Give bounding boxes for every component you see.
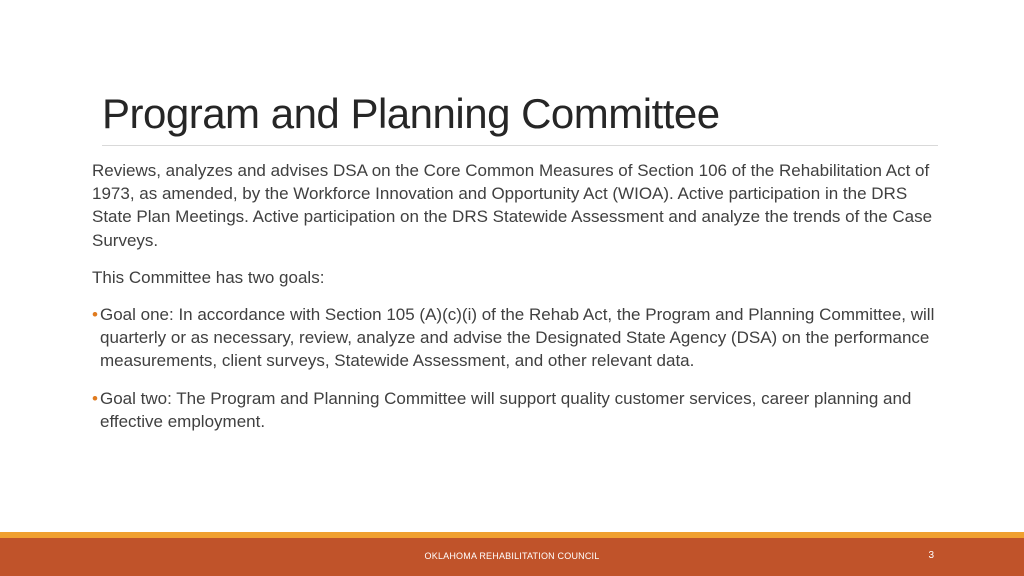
footer-bar bbox=[0, 538, 1024, 576]
slide-title: Program and Planning Committee bbox=[102, 90, 720, 137]
slide-body bbox=[92, 159, 942, 447]
goal-two-text: Goal two: The Program and Planning Committee will support quality customer services, career planning and effective employment. bbox=[100, 388, 912, 431]
goal-two-bullet bbox=[92, 387, 942, 433]
intro-paragraph: Reviews, analyzes and advises DSA on the Core Common Measures of Section 106 of the Rehabilitation Act of 1973, as amended, by the Workforce Innovation and Opportunity Act (WIOA). Active participation in the DRS State Plan Meetings. Active participation on the DRS Statewide Assessment and analyze the trends of the Case Surveys. bbox=[92, 161, 933, 250]
title-divider bbox=[102, 145, 938, 146]
bullet-icon: • bbox=[92, 305, 98, 325]
page-number: 3 bbox=[928, 550, 934, 561]
bullet-icon: • bbox=[92, 388, 98, 408]
goal-one-bullet bbox=[92, 303, 942, 373]
footer-organization-label: OKLAHOMA REHABILITATION COUNCIL bbox=[424, 551, 600, 561]
goals-heading: This Committee has two goals: bbox=[92, 267, 325, 287]
goal-one-text: Goal one: In accordance with Section 105 (A)(c)(i) of the Rehab Act, the Program and Planning Committee, will quarterly or as necessary, review, analyze and advise the Designated State Agency (DSA) on the performance measurements, client surveys, Statewide Assessment, and other relevant data. bbox=[100, 305, 935, 371]
